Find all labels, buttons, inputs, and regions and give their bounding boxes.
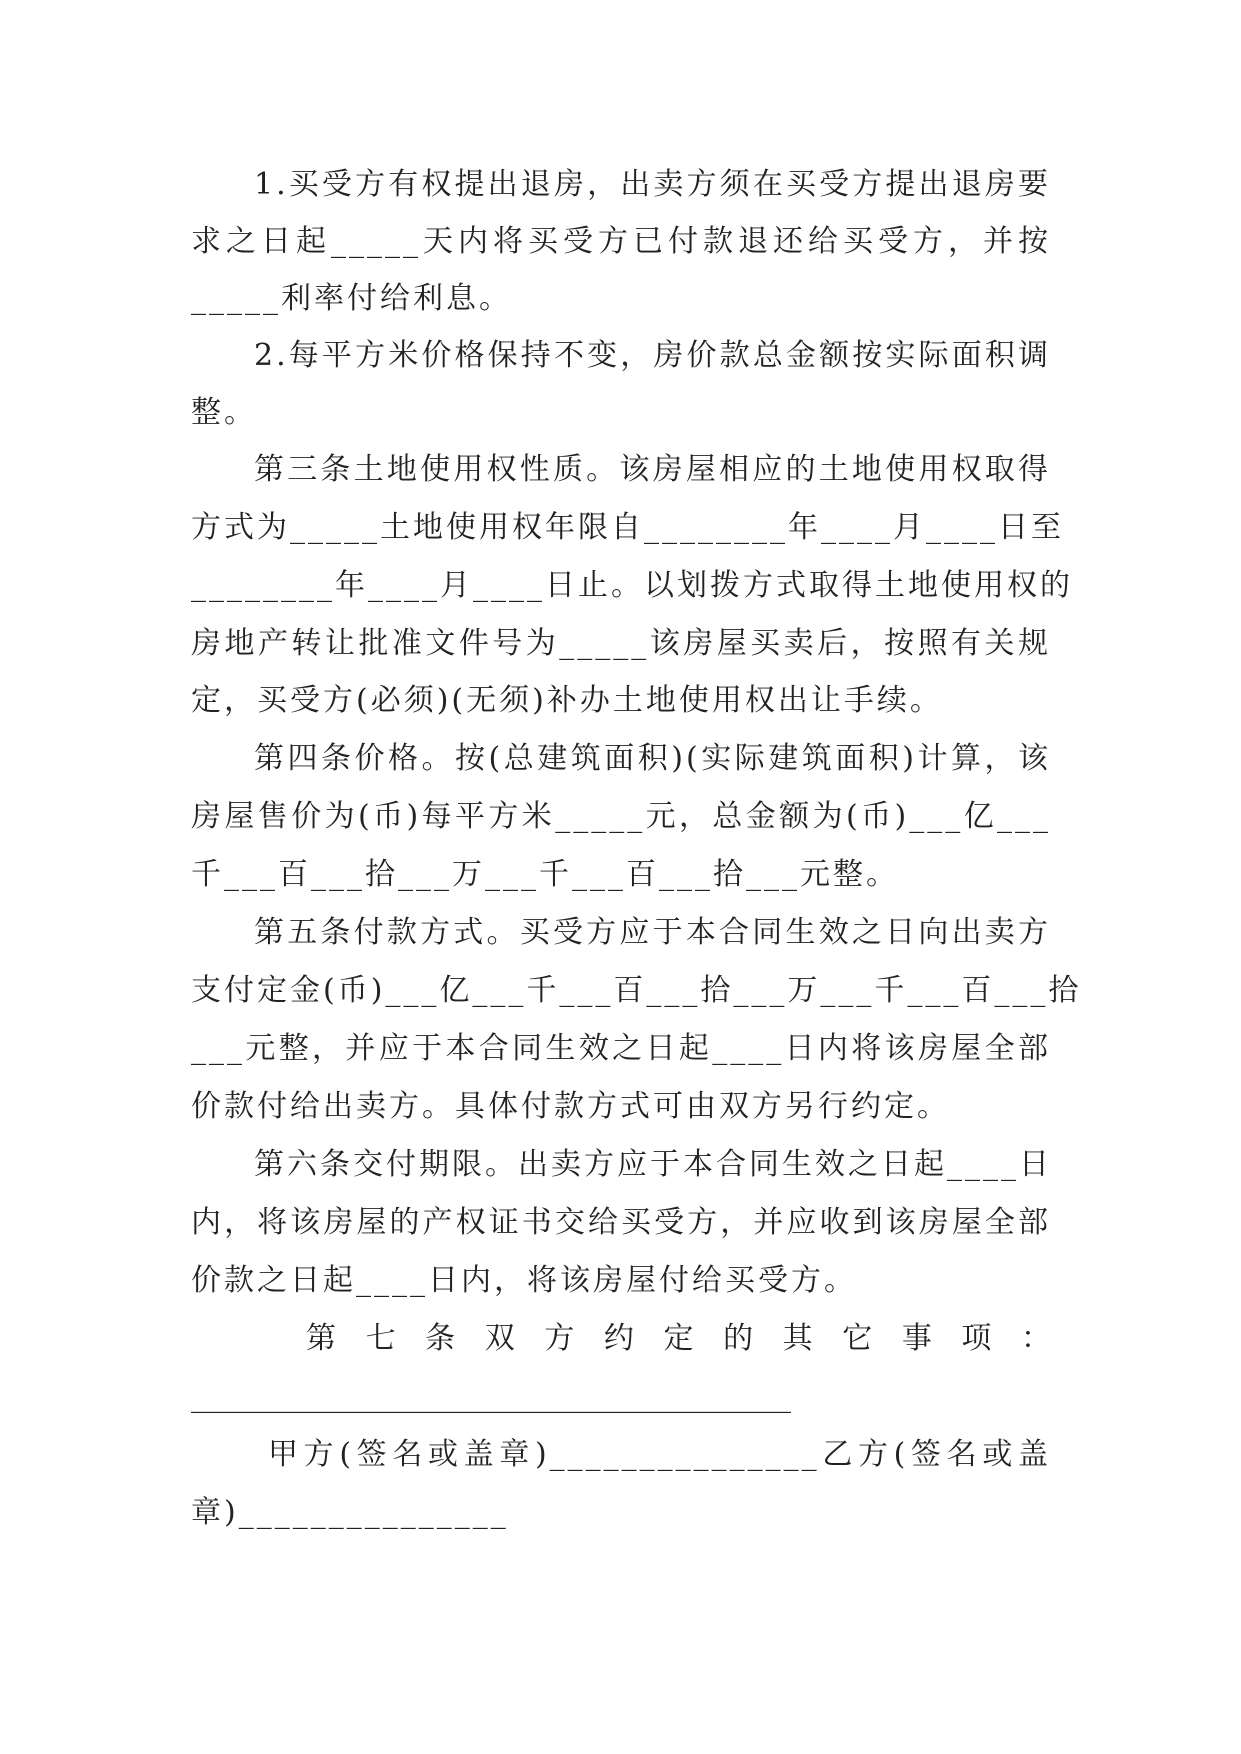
text-line: 房地产转让批准文件号为_____该房屋买卖后，按照有关规 (191, 626, 1051, 661)
text-line: 价款之日起____日内，将该房屋付给买受方。 (191, 1263, 857, 1298)
text-line: 价款付给出卖方。具体付款方式可由双方另行约定。 (191, 1089, 950, 1124)
text-line: 求之日起_____天内将买受方已付款退还给买受方，并按 (191, 224, 1051, 259)
text-line: 千___百___拾___万___千___百___拾___元整。 (191, 857, 899, 892)
text-line: 定，买受方(必须)(无须)补办土地使用权出让手续。 (191, 683, 943, 718)
text-line: 内，将该房屋的产权证书交给买受方，并应收到该房屋全部 (191, 1205, 1051, 1240)
text-line: 方式为_____土地使用权年限自________年____月____日至 (191, 510, 1064, 545)
text-line: 房屋售价为(币)每平方米_____元，总金额为(币)___亿___ (191, 799, 1051, 834)
text-line: 整。 (191, 395, 257, 430)
text-line: 1.买受方有权提出退房，出卖方须在买受方提出退房要 (254, 167, 1051, 202)
text-line: ________年____月____日止。以划拨方式取得土地使用权的 (191, 568, 1073, 603)
text-line: 支付定金(币)___亿___千___百___拾___万___千___百___拾 (191, 973, 1082, 1008)
signature-line: 章)_______________ (191, 1495, 509, 1530)
text-line: 第三条土地使用权性质。该房屋相应的土地使用权取得 (254, 452, 1051, 487)
text-line: 第七条双方约定的其它事项： (306, 1321, 1051, 1356)
text-line: 2.每平方米价格保持不变，房价款总金额按实际面积调 (254, 338, 1051, 373)
text-line: 第六条交付期限。出卖方应于本合同生效之日起____日 (254, 1147, 1052, 1182)
signature-line: 甲方(签名或盖章)_______________乙方(签名或盖 (268, 1437, 1051, 1472)
blank-fill-line: ________________________________________ (191, 1379, 791, 1414)
text-line: ___元整，并应于本合同生效之日起____日内将该房屋全部 (191, 1031, 1051, 1066)
text-line: 第四条价格。按(总建筑面积)(实际建筑面积)计算，该 (254, 741, 1051, 776)
text-line: 第五条付款方式。买受方应于本合同生效之日向出卖方 (254, 915, 1051, 950)
text-line: _____利率付给利息。 (191, 281, 512, 316)
